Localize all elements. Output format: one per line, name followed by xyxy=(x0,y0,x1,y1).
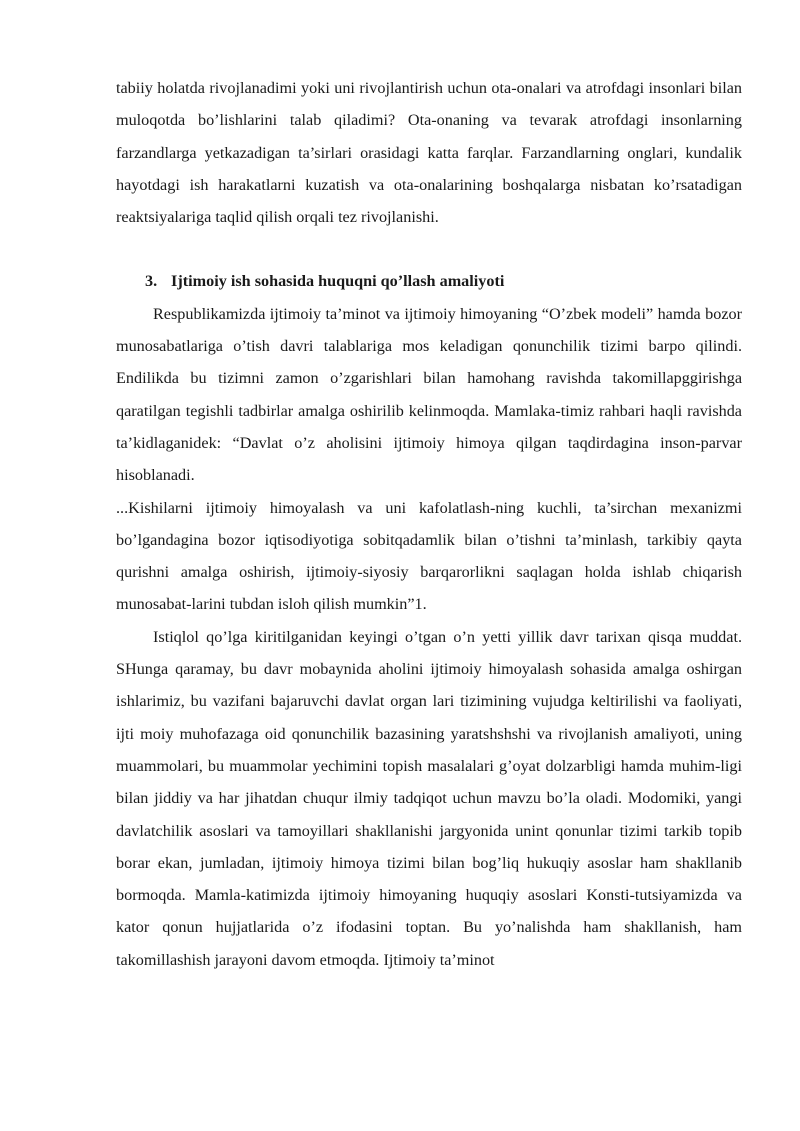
section-number: 3. xyxy=(145,272,158,291)
paragraph-2: Istiqlol qo’lga kiritilganidan keyingi o’tgan o’n yetti yillik davr tarixan qisqa muddat. SHunga qaramay, bu davr mobaynida aholini ijtimoiy himoyalash sohasida amalga oshirgan ishlarimiz, bu vazifani bajaruvchi davlat organ lari tizimining vujudga keltirilishi va faoliyati, ijti moiy muhofazaga oid qonunchilik bazasining yaratshshshi va rivojlanish amaliyoti, uning muammolari, bu muammolar yechimini topish masalalari g’oyat dolzarbligi hamda muhim-ligi bilan jiddiy va har jihatdan chuqur ilmiy tadqiqot uchun mavzu bo’la oladi. Modomiki, yangi davlatchilik asoslari va tamoyillari shakllanishi jargyonida unint qonunlar tizimi tarkib topib borar ekan, jumladan, ijtimoiy himoya tizimi bilan bog’liq hukuqiy asoslar ham shakllanib bormoqda. Mamla-katimizda ijtimoiy himoyaning huquqiy asoslari Konsti-tutsiyamizda va kator qonun hujjatlarida o’z ifodasini toptan. Bu yo’nalishda ham shakllanish, ham takomillashish jarayoni davom etmoqda. Ijtimoiy ta’minot xyxy=(116,627,742,969)
paragraph-quote: ...Kishilarni ijtimoiy himoyalash va uni kafolatlash-ning kuchli, ta’sirchan mexanizmi bo’lgandagina bozor iqtisodiyotiga sobitqadamlik bilan o’tishni ta’minlash, tarkibiy qayta qurishni amalga oshirish, ijtimoiy-siyosiy barqarorlikni saqlagan holda ishlab chiqarish munosabat-larini tubdan isloh qilish mumkin”1. xyxy=(116,498,742,614)
paragraph-intro: tabiiy holatda rivojlanadimi yoki uni rivojlantirish uchun ota-onalari va atrofdagi insonlari bilan muloqotda bo’lishlarini talab qiladimi? Ota-onaning va tevarak atrofdagi insonlarning farzandlarga yetkazadigan ta’sirlari orasidagi katta farqlar. Farzandlarning onglari, kundalik hayotdagi ish harakatlarni kuzatish va ota-onalarining boshqalarga nisbatan ko’rsatadigan reaktsiyalariga taqlid qilish orqali tez rivojlanishi. xyxy=(116,79,742,227)
paragraph-1: Respublikamizda ijtimoiy ta’minot va ijtimoiy himoyaning “O’zbek modeli” hamda bozor munosabatlariga o’tish davri talablariga mos keladigan qonunchilik tizimi barpo qilindi. Endilikda bu tizimni zamon o’zgarishlari bilan hamohang ravishda takomillapggirishga qaratilgan tegishli tadbirlar amalga oshirilib kelinmoqda. Mamlaka-timiz rahbari haqli ravishda ta’kidlaganidek: “Davlat o’z aholisini ijtimoiy himoya qilgan taqdirdagina inson-parvar hisoblanadi. xyxy=(116,304,742,485)
document-page xyxy=(116,72,742,976)
section-title: Ijtimoiy ish sohasida huquqni qo’llash amaliyoti xyxy=(171,272,505,291)
section-heading xyxy=(116,233,742,297)
